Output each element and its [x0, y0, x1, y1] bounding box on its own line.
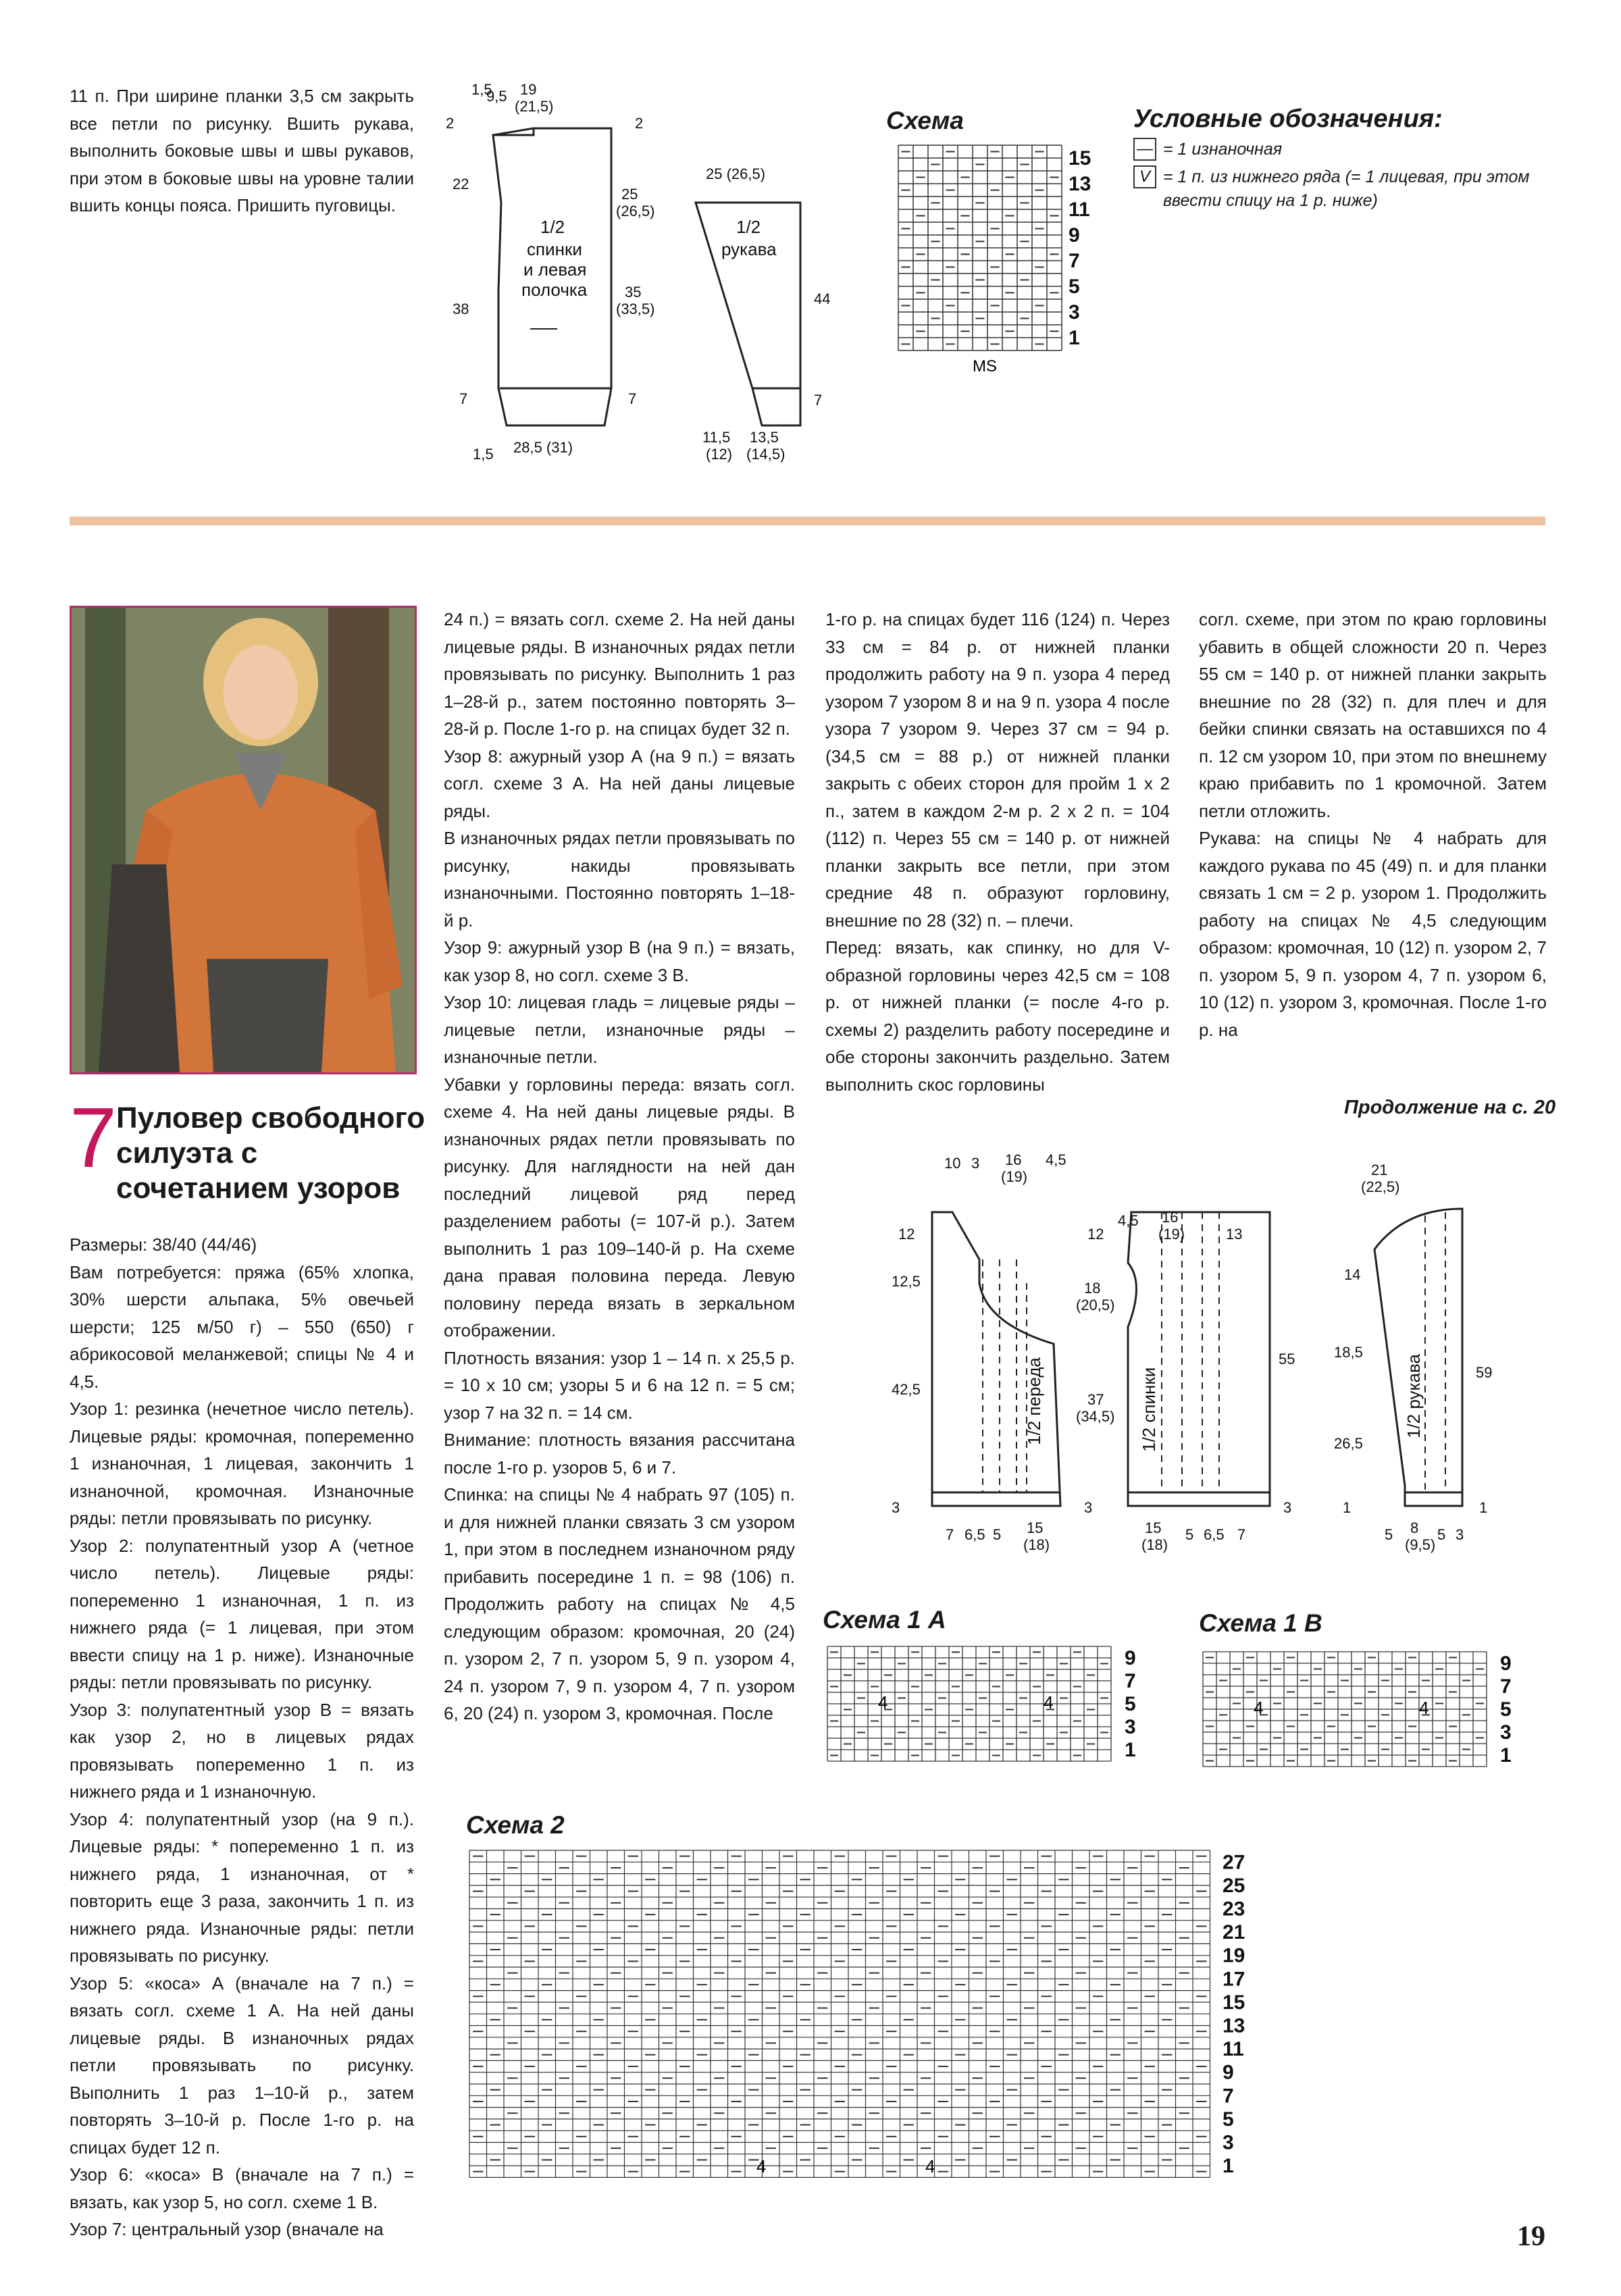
model-photo	[70, 606, 417, 1074]
row-number: 1	[1223, 2155, 1234, 2178]
svg-text:7: 7	[1237, 1526, 1246, 1543]
row-number: 5	[1125, 1693, 1136, 1715]
row-number: 3	[1223, 2131, 1234, 2154]
row-number: 13	[1223, 2014, 1245, 2037]
svg-text:5: 5	[1385, 1526, 1393, 1543]
svg-text:6,5: 6,5	[964, 1526, 985, 1543]
schema1b-grid	[1200, 1646, 1537, 1781]
row-number: 9	[1223, 2061, 1234, 2084]
svg-text:19: 19	[520, 81, 537, 98]
svg-text:55: 55	[1279, 1351, 1295, 1367]
svg-text:1/2 рукава: 1/2 рукава	[1404, 1354, 1424, 1438]
svg-text:5: 5	[993, 1526, 1002, 1543]
svg-text:2: 2	[635, 115, 644, 132]
row-number: 25	[1223, 1874, 1245, 1897]
svg-text:26,5: 26,5	[1334, 1435, 1363, 1452]
row-number: 1	[1125, 1739, 1136, 1761]
svg-text:15: 15	[1145, 1519, 1162, 1536]
legend-title: Условные обозначения:	[1133, 105, 1443, 133]
svg-text:(20,5): (20,5)	[1076, 1297, 1115, 1313]
svg-text:и левая: и левая	[523, 259, 587, 280]
svg-text:35: 35	[625, 284, 642, 301]
svg-text:3: 3	[1456, 1526, 1464, 1543]
svg-text:12: 12	[898, 1226, 915, 1243]
top-paragraph: 11 п. При ширине планки 3,5 см закрыть все петли по рисунку. Вшить рукава, выполнить боковые швы и швы рукавов, при этом в боковые швы на уровне талии вшить концы пояса. Пришить пуговицы.	[70, 86, 414, 215]
svg-text:1: 1	[1343, 1499, 1352, 1516]
row-number: 23	[1223, 1898, 1245, 1921]
top-diagram-labels	[446, 81, 830, 463]
schema1b-title: Схема 1 В	[1199, 1609, 1322, 1637]
svg-text:3: 3	[1283, 1499, 1292, 1516]
legend-item-purl: — = 1 изнаночная	[1133, 138, 1552, 161]
row-number: 9	[1500, 1652, 1512, 1675]
svg-text:4: 4	[878, 1692, 888, 1713]
row-number: 11	[1069, 199, 1090, 221]
legend	[1133, 105, 1552, 213]
svg-text:18,5: 18,5	[1334, 1344, 1363, 1361]
svg-text:(19): (19)	[1001, 1168, 1028, 1185]
svg-text:11,5: 11,5	[702, 429, 731, 446]
column-3: 1-го р. на спицах будет 116 (124) п. Через 33 см = 84 р. от нижней планки продолжить работу на 9 п. узора 4 перед узором 7 узором 8 и на 9 п. узора 4 после узора 7 узором 9. Через 37 см = 94 р. (34,5 см = 88 р.) от нижней планки закрыть с обеих сторон для пройм 1 х 2 п., затем в каждом 2-м р. 2 х 2 п. = 104 (112) п. Через 55 см = 140 р. от нижней планки закрыть все петли, при этом средние 48 п. образуют горловину, внешние по 28 (32) п. – плечи. Перед: вязать, как спинку, но для V-образной горловины через 42,5 см = 108 р. от нижней планки (= после 4-го р. схемы 2) разделить работу посередине и обе стороны закончить раздельно. Затем выполнить скос горловины	[825, 609, 1170, 1095]
row-number: 9	[1125, 1647, 1136, 1669]
row-number: 7	[1223, 2085, 1234, 2108]
svg-text:15: 15	[1027, 1519, 1044, 1536]
row-number: 1	[1069, 327, 1080, 349]
svg-text:12,5: 12,5	[892, 1273, 921, 1290]
legend-item-slip: V = 1 п. из нижнего ряда (= 1 лицевая, при этом ввести спицу на 1 р. ниже)	[1133, 165, 1552, 213]
svg-text:2: 2	[446, 115, 455, 132]
svg-text:1/2 переда: 1/2 переда	[1024, 1357, 1044, 1445]
row-number: 3	[1125, 1716, 1136, 1738]
schema2-title: Схема 2	[466, 1811, 565, 1839]
svg-text:(12): (12)	[706, 446, 733, 463]
svg-text:59: 59	[1476, 1364, 1493, 1381]
svg-text:13,5: 13,5	[750, 429, 779, 446]
svg-text:3: 3	[892, 1499, 900, 1516]
svg-text:1/2: 1/2	[540, 217, 565, 237]
svg-text:(14,5): (14,5)	[746, 446, 786, 463]
top-schematics	[439, 74, 844, 479]
column-1: Размеры: 38/40 (44/46) Вам потребуется: пряжа (65% хлопка, 30% шерсти альпака, 5% овечьей шерсти; 125 м/50 г) – 550 (650) г абрикосовой меланжевой; спицы № 4 и 4,5. Узор 1: резинка (нечетное число петель). Лицевые ряды: кромочная, попеременно 1 изнаночная, 1 лицевая, закончить 1 изнаночной, кромочная. Изнаночные ряды: петли провязывать по рисунку. Узор 2: полупатентный узор А (четное число петель). Лицевые ряды: попеременно 1 изнаночная, 1 п. из нижнего ряда (= 1 лицевая, при этом ввести спицу на 1 р. ниже). Изнаночные ряды: петли провязывать по рисунку. Узор 3: полупатентный узор В = вязать как узор 2, но в лицевых рядах провязывать попеременно 1 п. из нижнего ряда и 1 изнаночную. Узор 4: полупатентный узор (на 9 п.). Лицевые ряды: * попеременно 1 п. из нижнего ряда, 1 изнаночная, от * повторить еще 3 раза, закончить 1 п. из нижнего ряда. Изнаночные ряды: петли провязывать по рисунку. Узор 5: «коса» А (вначале на 7 п.) = вязать согл. схеме 1 А. На ней даны лицевые ряды. В изнаночных рядах петли провязывать по рисунку. Выполнить 1 раз 1–10-й р., затем повторять 3–10-й р. После 1-го р. на спицах будет 12 п. Узор 6: «коса» В (вначале на 7 п.) = вязать, как узор 5, но согл. схеме 1 В. Узор 7: центральный узор (вначале на	[70, 1234, 414, 2239]
svg-text:(19): (19)	[1158, 1226, 1185, 1243]
svg-text:(21,5): (21,5)	[515, 98, 554, 115]
svg-text:7: 7	[628, 390, 637, 407]
row-number: 5	[1223, 2108, 1234, 2131]
schema2-grid	[466, 1847, 1277, 2205]
schema1a-grid	[824, 1641, 1162, 1776]
bottom-schematics	[885, 1148, 1560, 1580]
svg-text:37: 37	[1087, 1391, 1104, 1408]
row-number: 7	[1069, 250, 1080, 272]
svg-text:38: 38	[453, 301, 469, 317]
row-number: 15	[1223, 1991, 1245, 2014]
svg-text:7: 7	[946, 1526, 954, 1543]
svg-text:1,5: 1,5	[471, 81, 492, 98]
photo-illustration	[72, 608, 415, 1072]
svg-text:10: 10	[944, 1155, 961, 1172]
svg-text:(34,5): (34,5)	[1076, 1408, 1115, 1425]
page-number: 19	[1517, 2221, 1545, 2252]
svg-text:6,5: 6,5	[1204, 1526, 1225, 1543]
row-number: 15	[1069, 147, 1091, 169]
svg-text:(9,5): (9,5)	[1405, 1536, 1436, 1553]
svg-text:18: 18	[1084, 1280, 1101, 1297]
row-number: 11	[1223, 2038, 1244, 2061]
svg-text:(33,5): (33,5)	[616, 301, 655, 317]
svg-text:3: 3	[971, 1155, 980, 1172]
svg-text:1/2: 1/2	[736, 217, 761, 237]
svg-text:21: 21	[1371, 1162, 1388, 1178]
row-number: 3	[1069, 301, 1080, 323]
row-number: 21	[1223, 1921, 1245, 1944]
svg-text:3: 3	[1084, 1499, 1093, 1516]
svg-text:полочка: полочка	[521, 280, 588, 300]
svg-text:12: 12	[1087, 1226, 1104, 1243]
svg-text:(22,5): (22,5)	[1361, 1178, 1400, 1195]
svg-text:(18): (18)	[1141, 1536, 1168, 1553]
svg-text:1,5: 1,5	[473, 446, 494, 463]
schema1a-title: Схема 1 А	[823, 1606, 946, 1634]
svg-text:4,5: 4,5	[1118, 1212, 1139, 1229]
column-4: согл. схеме, при этом по краю горловины убавить в общей сложности 20 п. Через 55 см = 140 р. от нижней планки закрыть внешние по 28 (32) п. для плеч и для бейки спинки связать на оставшихся по 4 п. 12 см узором 10, при этом по внешнему краю прибавить по 1 кромочной. Затем петли отложить. Рукава: на спицы № 4 набрать для каждого рукава по 45 (49) п. и для планки связать 1 см = 2 р. узором 1. Продолжить работу на спицах № 4,5 следующим образом: кромочная, 10 (12) п. узором 2, 7 п. узором 5, 9 п. узором 4, 7 п. узором 6, 10 (12) п. узором 3, кромочная. После 1-го р. на	[1199, 609, 1547, 1040]
svg-text:44: 44	[814, 290, 831, 307]
svg-text:28,5 (31): 28,5 (31)	[513, 439, 573, 456]
schema-small-grid	[892, 142, 1108, 385]
svg-text:9,5: 9,5	[486, 88, 507, 105]
row-number: 7	[1500, 1675, 1512, 1698]
svg-text:4: 4	[1419, 1698, 1429, 1718]
svg-text:4: 4	[1044, 1692, 1054, 1713]
row-number: 3	[1500, 1721, 1512, 1744]
svg-text:4: 4	[925, 2156, 935, 2176]
article-number: 7	[70, 1090, 118, 1185]
svg-text:16: 16	[1162, 1209, 1179, 1226]
row-number: 19	[1223, 1944, 1245, 1967]
svg-text:1: 1	[1479, 1499, 1488, 1516]
article-title: Пуловер свободного силуэта с сочетанием узоров	[116, 1101, 426, 1205]
row-number: 1	[1500, 1744, 1512, 1767]
section-divider	[70, 517, 1545, 525]
svg-text:спинки: спинки	[527, 239, 582, 259]
svg-text:5: 5	[1437, 1526, 1446, 1543]
svg-text:7: 7	[459, 390, 468, 407]
continuation-note: Продолжение на с. 20	[1344, 1097, 1556, 1118]
row-number: 27	[1223, 1851, 1245, 1874]
svg-text:8: 8	[1410, 1519, 1419, 1536]
svg-text:(26,5): (26,5)	[616, 203, 655, 219]
row-number: 5	[1069, 276, 1080, 298]
column-2: 24 п.) = вязать согл. схеме 2. На ней даны лицевые ряды. В изнаночных рядах петли провязывать по рисунку. Выполнить 1 раз 1–28-й р., затем постоянно повторять 3–28-й р. После 1-го р. на спицах будет 32 п. Узор 8: ажурный узор А (на 9 п.) = вязать согл. схеме 3 А. На ней даны лицевые ряды. В изнаночных рядах петли провязывать по рисунку, накиды провязывать изнаночными. Постоянно повторять 1–18-й р. Узор 9: ажурный узор В (на 9 п.) = вязать, как узор 8, но согл. схеме 3 В. Узор 10: лицевая гладь = лицевые ряды – лицевые петли, изнаночные ряды – изнаночные петли. Убавки у горловины переда: вязать согл. схеме 4. На ней даны лицевые ряды. В изнаночных рядах петли провязывать по рисунку. Для наглядности на ней дан последний лицевой ряд перед разделением работы (= 107-й р.). Затем выполнить 1 раз 109–140-й р. На схеме дана правая половина переда. Левую половину переда вязать в зеркальном отображении. Плотность вязания: узор 1 – 14 п. х 25,5 р. = 10 х 10 см; узоры 5 и 6 на 12 п. = 5 см; узор 7 на 32 п. = 14 см. Внимание: плотность вязания рассчитана после 1-го р. узоров 5, 6 и 7. Спинка: на спицы № 4 набрать 97 (105) п. и для нижней планки связать 3 см узором 1, при этом в последнем изнаночном ряду прибавить посередине 1 п. = 98 (106) п. Продолжить работу на спицах № 4,5 следующим образом: кромочная, 20 (24) п. узором 2, 7 п. узором 5, 9 п. узором 4, 24 п. узором 7, 9 п. узором 4, 7 п. узором 6, 20 (24) п. узором 3, кромочная. После	[444, 609, 795, 1723]
svg-text:рукава: рукава	[721, 239, 777, 259]
row-number: 5	[1500, 1698, 1512, 1721]
svg-text:4: 4	[756, 2156, 767, 2176]
svg-text:(18): (18)	[1023, 1536, 1050, 1553]
row-number: 7	[1125, 1670, 1136, 1692]
row-number: 17	[1223, 1968, 1245, 1991]
svg-text:22: 22	[453, 176, 469, 192]
svg-text:14: 14	[1344, 1266, 1361, 1283]
svg-text:13: 13	[1226, 1226, 1243, 1243]
svg-text:7: 7	[814, 392, 823, 409]
v-symbol: V	[1133, 165, 1156, 188]
schema-small-title: Схема	[886, 107, 964, 134]
svg-text:25: 25	[621, 186, 638, 203]
svg-text:25 (26,5): 25 (26,5)	[706, 165, 766, 182]
svg-text:5: 5	[1185, 1526, 1194, 1543]
svg-text:16: 16	[1005, 1151, 1022, 1168]
svg-text:42,5: 42,5	[892, 1381, 921, 1398]
ms-label: MS	[973, 357, 997, 375]
svg-text:4,5: 4,5	[1046, 1151, 1066, 1168]
svg-text:1/2 спинки: 1/2 спинки	[1139, 1367, 1159, 1452]
row-number: 9	[1069, 224, 1080, 246]
svg-text:4: 4	[1254, 1698, 1264, 1718]
row-number: 13	[1069, 173, 1091, 195]
purl-symbol: —	[1133, 138, 1156, 161]
